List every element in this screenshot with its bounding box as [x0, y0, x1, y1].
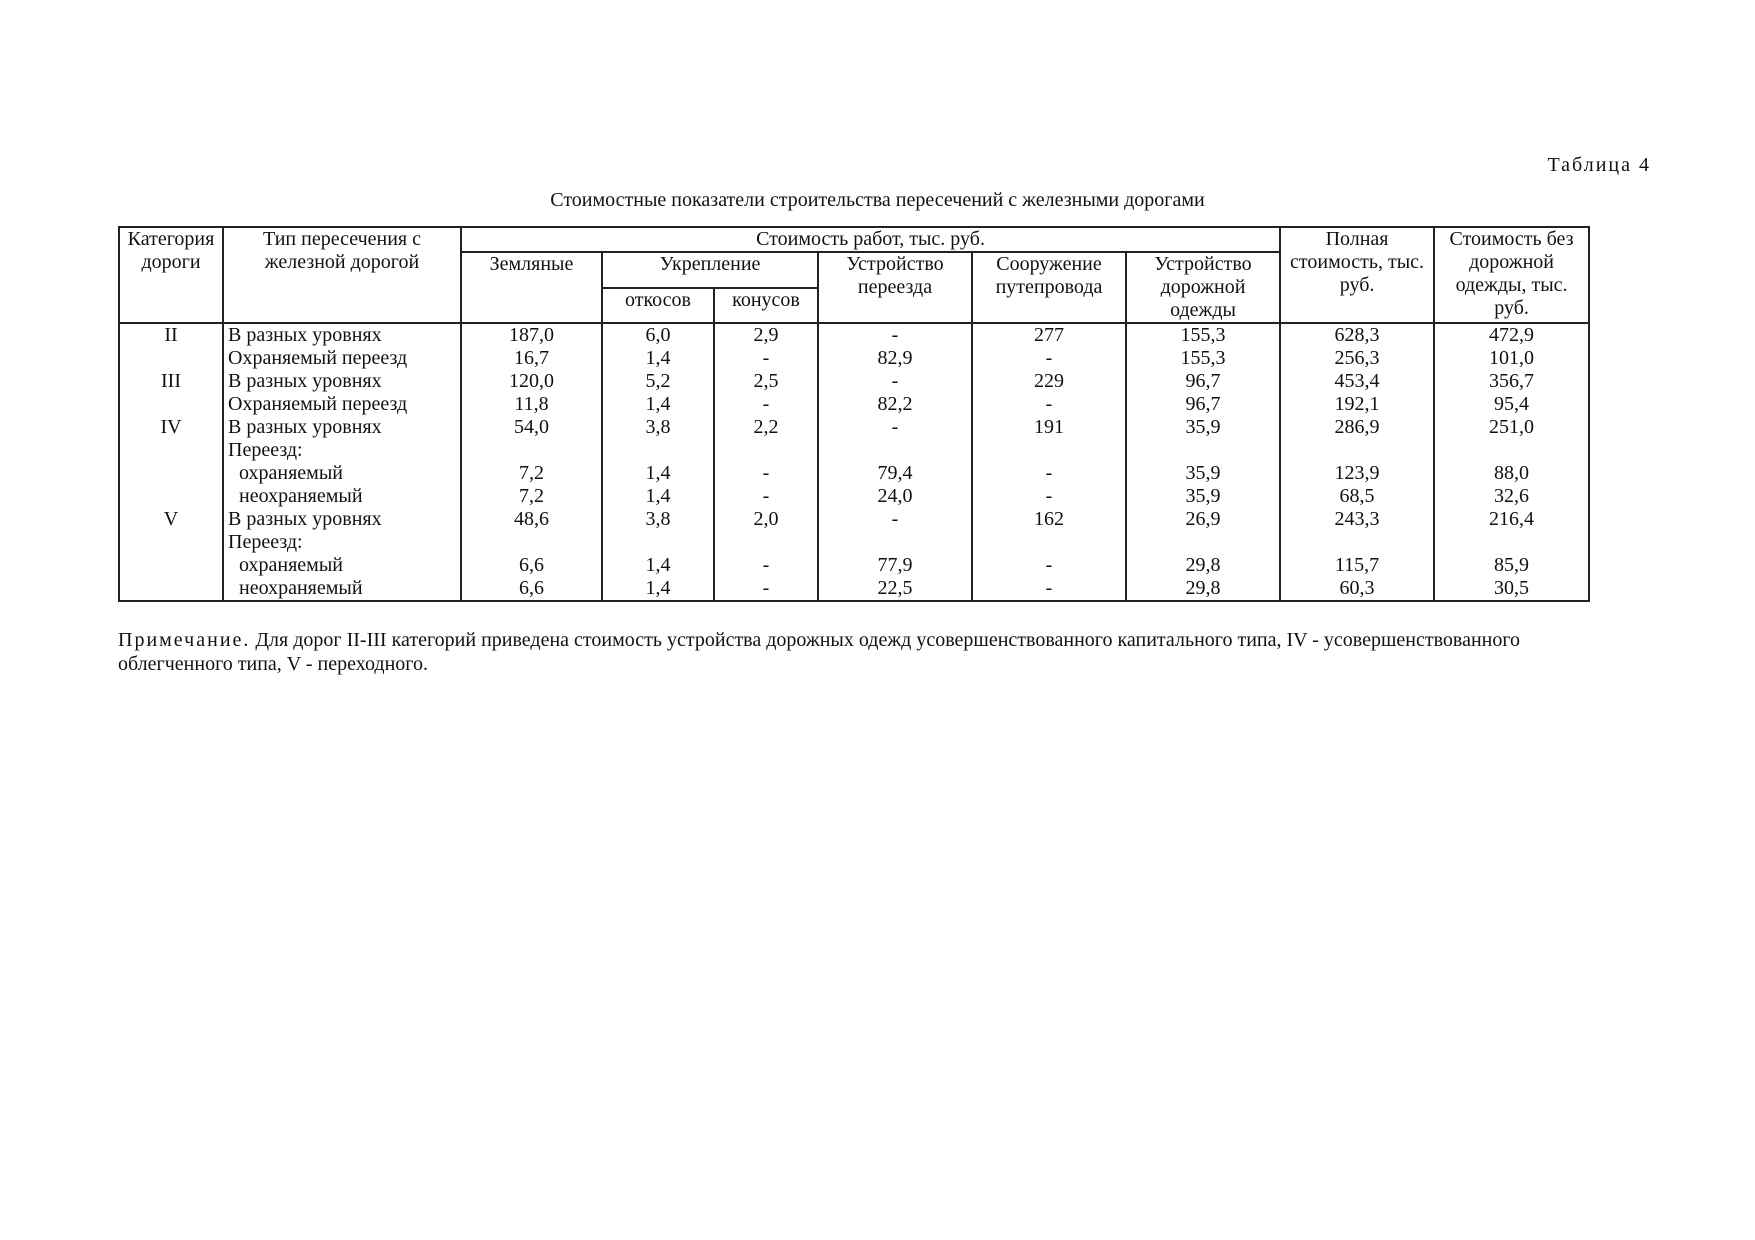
table-row: [119, 416, 1589, 439]
cell-crossing-type: В разных уровнях: [223, 416, 461, 439]
table-header: [119, 227, 1589, 323]
cell-earthworks: 54,0: [461, 416, 602, 439]
cell-slopes: 5,2: [602, 370, 714, 393]
cell-overpass: -: [972, 393, 1126, 416]
cell-slopes: 1,4: [602, 347, 714, 370]
table-row: [119, 462, 1589, 485]
note-text: Для дорог II-III категорий приведена стоимость устройства дорожных одежд усовершенствованного капитального типа, IV - усовершенствованного облегченного типа, V - переходного.: [118, 629, 1521, 675]
cell-cost-without-pavement: 32,6: [1434, 485, 1589, 508]
header-earthworks: Земляные: [461, 252, 602, 323]
cell-slopes: [602, 531, 714, 554]
table-title: Стоимостные показатели строительства пересечений с железными дорогами: [550, 189, 1205, 211]
cell-crossing-device: 24,0: [818, 485, 972, 508]
header-crossing-type: Тип пересечения с железной дорогой: [223, 227, 461, 323]
cell-slopes: 3,8: [602, 508, 714, 531]
cell-full-cost: [1280, 531, 1434, 554]
cell-cost-without-pavement: 216,4: [1434, 508, 1589, 531]
cell-overpass: 277: [972, 323, 1126, 347]
cell-category: II: [119, 323, 223, 347]
table-row: [119, 577, 1589, 601]
cell-earthworks: 6,6: [461, 577, 602, 601]
cell-cones: 2,2: [714, 416, 818, 439]
cell-earthworks: [461, 439, 602, 462]
table-row: [119, 554, 1589, 577]
cell-crossing-type: охраняемый: [223, 554, 461, 577]
cell-full-cost: 243,3: [1280, 508, 1434, 531]
cell-category: [119, 462, 223, 485]
cell-cones: 2,5: [714, 370, 818, 393]
cell-cost-without-pavement: 101,0: [1434, 347, 1589, 370]
cell-earthworks: 48,6: [461, 508, 602, 531]
table-note: [118, 628, 1598, 676]
table-row: [119, 393, 1589, 416]
cell-cones: 2,0: [714, 508, 818, 531]
cell-category: [119, 347, 223, 370]
cell-cost-without-pavement: 95,4: [1434, 393, 1589, 416]
cell-cones: -: [714, 485, 818, 508]
cell-crossing-type: Охраняемый переезд: [223, 393, 461, 416]
cell-category: IV: [119, 416, 223, 439]
cell-slopes: 3,8: [602, 416, 714, 439]
cell-crossing-type: Переезд:: [223, 439, 461, 462]
table-row: [119, 323, 1589, 347]
cell-cost-without-pavement: [1434, 439, 1589, 462]
cell-cost-without-pavement: 85,9: [1434, 554, 1589, 577]
cell-crossing-type: В разных уровнях: [223, 370, 461, 393]
cell-crossing-device: -: [818, 323, 972, 347]
cell-cost-without-pavement: 88,0: [1434, 462, 1589, 485]
header-pavement: Устройство дорожной одежды: [1126, 252, 1280, 323]
table-row: [119, 531, 1589, 554]
cell-pavement: [1126, 439, 1280, 462]
cell-full-cost: 628,3: [1280, 323, 1434, 347]
header-full-cost: Полная стоимость, тыс. руб.: [1280, 227, 1434, 323]
cell-overpass: [972, 531, 1126, 554]
cell-full-cost: 60,3: [1280, 577, 1434, 601]
cell-pavement: 35,9: [1126, 462, 1280, 485]
cell-crossing-device: 77,9: [818, 554, 972, 577]
cell-crossing-type: В разных уровнях: [223, 323, 461, 347]
cell-overpass: -: [972, 577, 1126, 601]
cell-slopes: 1,4: [602, 485, 714, 508]
cell-crossing-type: неохраняемый: [223, 485, 461, 508]
cell-crossing-type: Переезд:: [223, 531, 461, 554]
cell-pavement: 35,9: [1126, 485, 1280, 508]
cell-pavement: 26,9: [1126, 508, 1280, 531]
cell-overpass: -: [972, 462, 1126, 485]
header-overpass: Сооружение путепровода: [972, 252, 1126, 323]
cell-earthworks: 7,2: [461, 462, 602, 485]
cell-overpass: -: [972, 554, 1126, 577]
cell-cost-without-pavement: 356,7: [1434, 370, 1589, 393]
cell-pavement: 29,8: [1126, 577, 1280, 601]
cell-full-cost: 256,3: [1280, 347, 1434, 370]
table-body: [119, 323, 1589, 601]
cell-cones: -: [714, 554, 818, 577]
cell-pavement: 29,8: [1126, 554, 1280, 577]
cell-full-cost: 192,1: [1280, 393, 1434, 416]
header-crossing-device: Устройство переезда: [818, 252, 972, 323]
cell-pavement: [1126, 531, 1280, 554]
header-category: Категория дороги: [119, 227, 223, 323]
cell-earthworks: [461, 531, 602, 554]
cell-crossing-type: неохраняемый: [223, 577, 461, 601]
cell-overpass: 191: [972, 416, 1126, 439]
cell-crossing-device: [818, 439, 972, 462]
cell-earthworks: 6,6: [461, 554, 602, 577]
cell-cones: [714, 531, 818, 554]
cell-earthworks: 120,0: [461, 370, 602, 393]
cell-slopes: 1,4: [602, 393, 714, 416]
table-number: Таблица 4: [1547, 154, 1651, 176]
cell-cones: [714, 439, 818, 462]
cell-crossing-device: 82,9: [818, 347, 972, 370]
cell-slopes: [602, 439, 714, 462]
cell-full-cost: 123,9: [1280, 462, 1434, 485]
table-row: [119, 370, 1589, 393]
header-cost-without-pavement: Стоимость без дорожной одежды, тыс. руб.: [1434, 227, 1589, 323]
cell-earthworks: 187,0: [461, 323, 602, 347]
cell-pavement: 96,7: [1126, 393, 1280, 416]
cell-pavement: 96,7: [1126, 370, 1280, 393]
header-cones: конусов: [714, 288, 818, 324]
cell-cost-without-pavement: 251,0: [1434, 416, 1589, 439]
cell-crossing-device: -: [818, 416, 972, 439]
cell-cost-without-pavement: [1434, 531, 1589, 554]
table-row: [119, 485, 1589, 508]
cell-category: V: [119, 508, 223, 531]
cell-cones: -: [714, 577, 818, 601]
header-slopes: откосов: [602, 288, 714, 324]
cell-overpass: 229: [972, 370, 1126, 393]
cell-pavement: 155,3: [1126, 323, 1280, 347]
cell-overpass: -: [972, 485, 1126, 508]
cell-crossing-device: 82,2: [818, 393, 972, 416]
cell-category: [119, 577, 223, 601]
table-row: [119, 439, 1589, 462]
cell-cones: -: [714, 393, 818, 416]
cell-overpass: [972, 439, 1126, 462]
cell-crossing-type: Охраняемый переезд: [223, 347, 461, 370]
cell-full-cost: 453,4: [1280, 370, 1434, 393]
cell-crossing-type: В разных уровнях: [223, 508, 461, 531]
cell-cost-without-pavement: 472,9: [1434, 323, 1589, 347]
cell-overpass: -: [972, 347, 1126, 370]
header-reinforcement: Укрепление: [602, 252, 818, 288]
cell-crossing-type: охраняемый: [223, 462, 461, 485]
table-row: [119, 347, 1589, 370]
cell-earthworks: 11,8: [461, 393, 602, 416]
cell-slopes: 1,4: [602, 577, 714, 601]
cell-crossing-device: -: [818, 508, 972, 531]
cell-category: [119, 531, 223, 554]
cell-category: [119, 554, 223, 577]
cell-slopes: 1,4: [602, 462, 714, 485]
cell-full-cost: 286,9: [1280, 416, 1434, 439]
table-row: [119, 508, 1589, 531]
cell-earthworks: 16,7: [461, 347, 602, 370]
header-work-cost: Стоимость работ, тыс. руб.: [461, 227, 1280, 252]
cell-category: [119, 485, 223, 508]
cell-full-cost: [1280, 439, 1434, 462]
cell-cones: 2,9: [714, 323, 818, 347]
cell-slopes: 6,0: [602, 323, 714, 347]
cell-pavement: 35,9: [1126, 416, 1280, 439]
cell-crossing-device: 22,5: [818, 577, 972, 601]
cost-table: [118, 226, 1590, 602]
cell-category: [119, 439, 223, 462]
cell-pavement: 155,3: [1126, 347, 1280, 370]
cell-full-cost: 115,7: [1280, 554, 1434, 577]
cell-overpass: 162: [972, 508, 1126, 531]
cell-cones: -: [714, 462, 818, 485]
note-label: Примечание.: [118, 629, 251, 651]
cell-crossing-device: -: [818, 370, 972, 393]
cell-crossing-device: 79,4: [818, 462, 972, 485]
cell-earthworks: 7,2: [461, 485, 602, 508]
cell-cost-without-pavement: 30,5: [1434, 577, 1589, 601]
cell-full-cost: 68,5: [1280, 485, 1434, 508]
cell-slopes: 1,4: [602, 554, 714, 577]
cell-cones: -: [714, 347, 818, 370]
cell-category: III: [119, 370, 223, 393]
cell-category: [119, 393, 223, 416]
cell-crossing-device: [818, 531, 972, 554]
